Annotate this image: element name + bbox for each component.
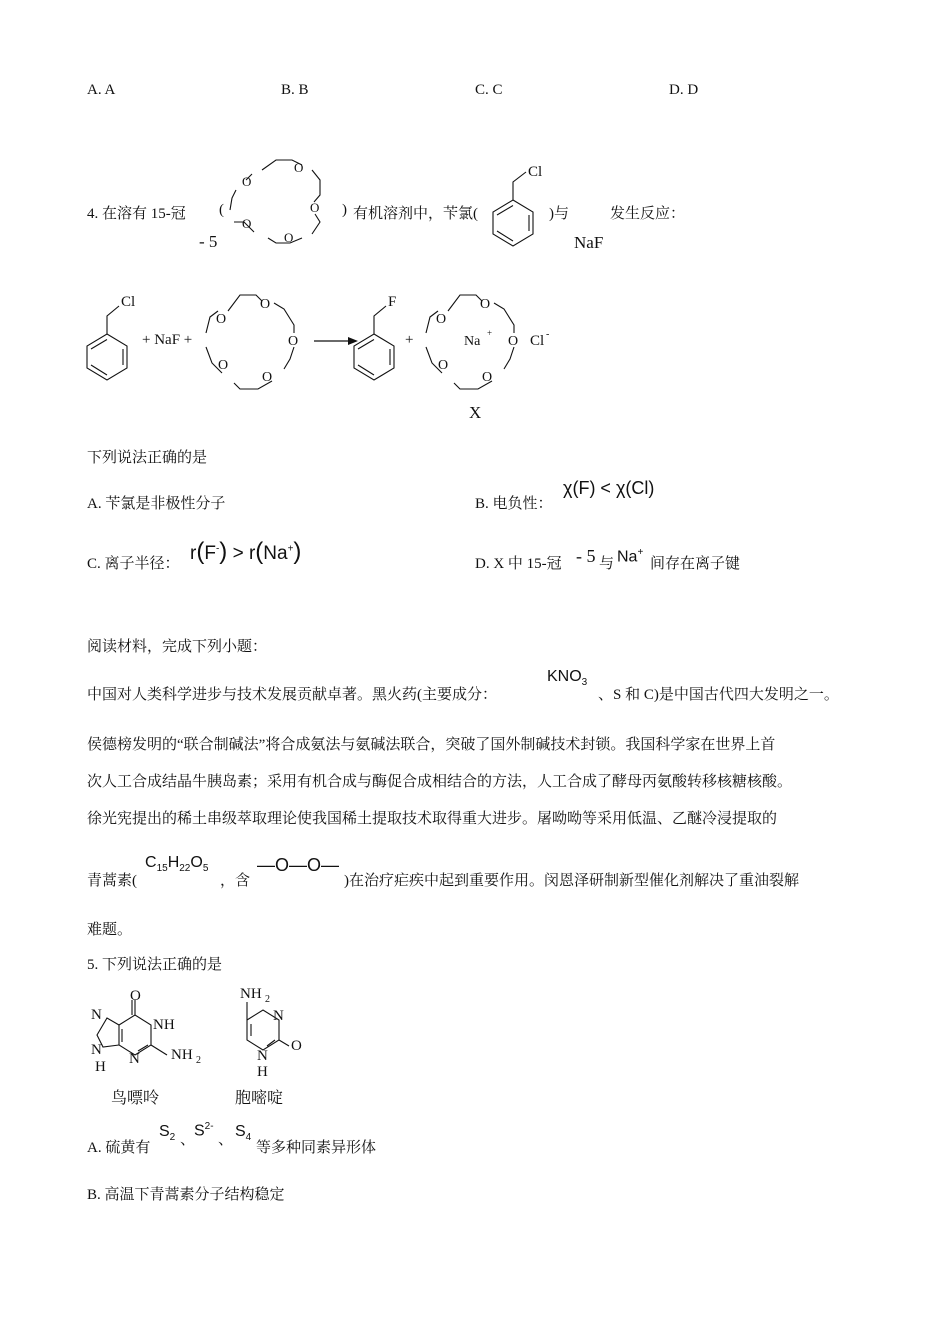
- c-formula-f: F: [204, 543, 216, 564]
- reading-artemisinin-formula: $C_{15}H_{22}O_5$: [145, 854, 209, 875]
- crown-o-2: O: [310, 200, 320, 215]
- prod-cl-charge: -: [546, 329, 550, 340]
- guanine-o: O: [130, 988, 141, 1004]
- rxn-crown-o-3: O: [262, 370, 273, 385]
- reading-p1-a: 中国对人类科学进步与技术发展贡献卓著。黑火药(主要成分：: [87, 687, 497, 703]
- q4-prompt: 下列说法正确的是: [87, 450, 208, 466]
- option-d: D. D: [669, 82, 699, 98]
- q4-option-d-na: Na+: [617, 547, 644, 566]
- q4-option-d-end: 间存在离子键: [650, 556, 741, 572]
- q4-option-d-prefix: D. X 中 15-冠: [475, 556, 562, 572]
- crown-o-3: O: [284, 230, 294, 245]
- cytosine-structure: [225, 978, 305, 1080]
- reading-p5-b: ，含: [220, 873, 251, 889]
- q5-stem: 5. 下列说法正确的是: [87, 957, 223, 973]
- q4-option-c-prefix: C. 离子半径：: [87, 556, 180, 572]
- q5-option-b: B. 高温下青蒿素分子结构稳定: [87, 1187, 285, 1203]
- reaction-cl-atom: Cl: [121, 294, 136, 310]
- crown-ether-inline-structure: [222, 150, 342, 250]
- q5-sep1: 、: [180, 1132, 196, 1148]
- benzyl-chloride-inline-structure: [488, 160, 548, 250]
- cytosine-nh2: NH: [240, 986, 262, 1002]
- rxn-crown-o-5: O: [216, 312, 227, 327]
- cytosine-n2: N: [257, 1048, 268, 1064]
- cytosine-n: N: [273, 1008, 284, 1024]
- reading-intro: 阅读材料，完成下列小题：: [87, 639, 268, 655]
- q4-option-a: A. 苄氯是非极性分子: [87, 496, 226, 512]
- crown-o-1: O: [294, 160, 304, 175]
- guanine-n3: N: [91, 1042, 102, 1058]
- prod-na-ion: Na: [464, 334, 481, 349]
- reaction-product-complex: [420, 283, 562, 401]
- guanine-nh2-sub: 2: [196, 1055, 201, 1066]
- reading-p2: 侯德榜发明的“联合制碱法”将合成氨法与氨碱法联合，突破了国外制碱技术封锁。我国科学家在世界上首: [87, 737, 776, 753]
- q5-option-a-end: 等多种同素异形体: [256, 1140, 377, 1156]
- c-formula-r1: r: [190, 543, 197, 564]
- q5-s2: $S_2$: [159, 1123, 176, 1144]
- q4-paren-close: ): [342, 202, 347, 218]
- q4-stem-mid: 有机溶剂中，苄氯(: [353, 206, 478, 222]
- prod-cl-ion: Cl: [530, 333, 545, 349]
- guanine-label: 鸟嘌呤: [111, 1090, 160, 1107]
- reaction-plus: +: [405, 332, 414, 348]
- q4-option-c-formula: r(F-) > r(Na+): [190, 538, 302, 565]
- product-x-label: X: [469, 403, 482, 422]
- guanine-n2: N: [91, 1007, 102, 1023]
- reading-p1-b: 、S 和 C)是中国古代四大发明之一。: [598, 687, 839, 703]
- cytosine-o: O: [291, 1038, 302, 1054]
- rxn-crown-o-4: O: [218, 358, 229, 373]
- q4-paren-open: (: [219, 202, 224, 218]
- prod-na-charge: +: [487, 328, 493, 338]
- reaction-benzyl-chloride: [85, 292, 145, 387]
- q5-option-a-prefix: A. 硫黄有: [87, 1140, 151, 1156]
- prod-crown-o-2: O: [508, 334, 519, 349]
- prod-crown-o-4: O: [438, 358, 449, 373]
- reaction-benzyl-fluoride: [352, 292, 407, 387]
- option-c: C. C: [475, 82, 503, 98]
- reading-p4: 徐光宪提出的稀土串级萃取理论使我国稀土提取技术取得重大进步。屠呦呦等采用低温、乙醚冷浸提取的: [87, 811, 778, 827]
- reading-p6: 难题。: [87, 922, 133, 938]
- q4-naf-label: NaF: [574, 233, 604, 252]
- rxn-crown-o-1: O: [260, 297, 271, 312]
- reaction-crown-ether: [200, 283, 312, 401]
- q4-stem-mid2: )与: [549, 206, 569, 222]
- q4-option-d-mid: - 5: [576, 546, 596, 566]
- cytosine-nh2-sub: 2: [265, 994, 270, 1005]
- prod-crown-o-5: O: [436, 312, 447, 327]
- q4-option-b-formula: χ(F) < χ(Cl): [563, 478, 655, 498]
- reaction-naf-plus: + NaF +: [142, 332, 193, 348]
- q4-stem-end: 发生反应：: [610, 206, 686, 222]
- q5-s4: $S_4$: [235, 1123, 252, 1144]
- q4-option-b-prefix: B. 电负性：: [475, 496, 553, 512]
- guanine-nh2: NH: [171, 1047, 193, 1063]
- reading-peroxide-group: —O—O—: [257, 855, 340, 875]
- cytosine-label: 胞嘧啶: [235, 1090, 284, 1107]
- q5-s2-minus: $S^{2-}$: [194, 1121, 214, 1140]
- reaction-f-atom: F: [388, 294, 397, 310]
- crown-o-5: O: [242, 174, 252, 189]
- guanine-structure: [85, 985, 215, 1080]
- benzyl-cl-atom: Cl: [528, 164, 543, 180]
- reading-p5-c: )在治疗疟疾中起到重要作用。闵恩泽研制新型催化剂解决了重油裂解: [344, 873, 799, 889]
- reading-p5-a: 青蒿素(: [87, 873, 137, 889]
- c-formula-na: Na: [263, 543, 288, 564]
- option-a: A. A: [87, 82, 116, 98]
- crown-o-4: O: [242, 216, 252, 231]
- prod-crown-o-3: O: [482, 370, 493, 385]
- q5-sep2: 、: [218, 1132, 234, 1148]
- guanine-h: H: [95, 1059, 106, 1075]
- prod-crown-o-1: O: [480, 297, 491, 312]
- guanine-n: N: [129, 1051, 140, 1067]
- option-b: B. B: [281, 82, 309, 98]
- c-formula-r2: r: [248, 543, 256, 564]
- reading-kno3: $KNO_3$: [547, 668, 588, 689]
- cytosine-h: H: [257, 1064, 268, 1080]
- q4-option-d-with: 与: [599, 556, 615, 572]
- q4-stem-prefix: 4. 在溶有 15-冠: [87, 206, 186, 222]
- guanine-nh: NH: [153, 1017, 175, 1033]
- reading-p3: 次人工合成结晶牛胰岛素；采用有机合成与酶促合成相结合的方法，人工合成了酵母丙氨酸转移核糖核酸。: [87, 774, 793, 790]
- c-formula-gt: >: [232, 543, 244, 564]
- rxn-crown-o-2: O: [288, 334, 299, 349]
- q4-stem-suffix: - 5: [199, 232, 218, 251]
